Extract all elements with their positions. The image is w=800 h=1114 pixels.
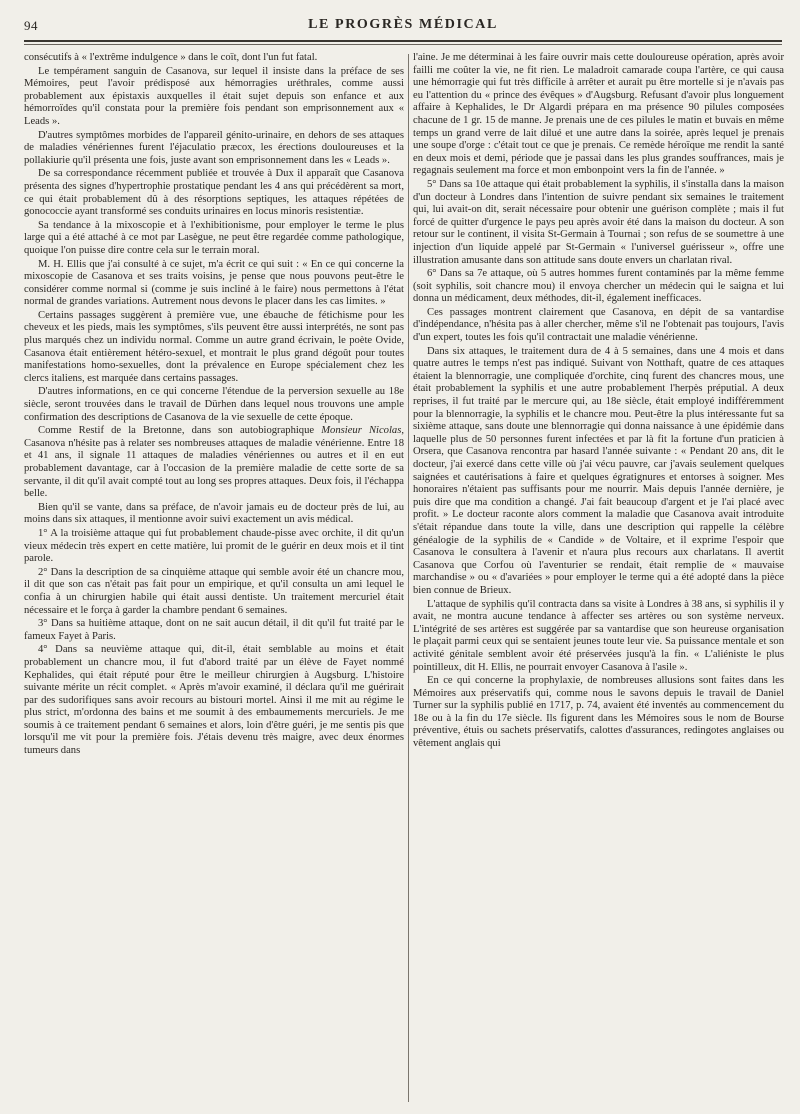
paragraph: M. H. Ellis que j'ai consulté à ce sujet, m'a écrit ce qui suit : « En ce qui concerne la mixoscopie de Casanova et ses traits voisins, je pense que nous pouvons peut-être le considérer comme normal si (comme je suis incliné à le faire) nous permettons à l'état normal de grandes variations. Autrement nous devons le placer dans les cas limites. »: [24, 258, 404, 308]
paragraph: l'aine. Je me déterminai à les faire ouvrir mais cette douloureuse opération, après avoir failli me coûter la vie, ne fit rien. Le maladroit camarade coupa l'artère, ce qui causa une hémorragie qui fut très difficile à arrêter et aurait pu être mortelle si je n'avais pas eu l'attention du « prince des évêques » d'Augsburg. Refusant d'avoir plus longuement affaire à Kephalides, le Dr Algardi prépara en ma présence 90 pilules composées chacune de 1 gr. 15 de manne. Je prenais une de ces pilules le matin et buvais en même temps un grand verre de lait dilué et une autre dans la soirée, après lequel je prenais une soupe d'orge : c'était tout ce que je prenais. Ce remède héroïque me rendit la santé en deux mois et demi, période que je passai dans les plus grandes souffrances, mais je regagnais seulement ma force et mon embonpoint vers la fin de l'année. »: [413, 52, 784, 177]
paragraph: En ce qui concerne la prophylaxie, de nombreuses allusions sont faites dans les Mémoires aux préservatifs qui, comme nous le savons depuis le travail de Daniel Turner sur la syphilis publié en 1717, p. 74, avaient été inventés au commencement du 18e ou à la fin du 17e siècle. Ils figurent dans les Mémoires sous le nom de Bourse préventive, étuis ou sachets préservatifs, calottes d'assurances, redingotes anglaises ou vêtement anglais qui: [413, 675, 784, 750]
running-title: LE PROGRÈS MÉDICAL: [308, 17, 498, 32]
paragraph-with-italic-title: Comme Restif de la Bretonne, dans son autobiographique Monsieur Nicolas, Casanova n'hésite pas à relater ses nombreuses attaques de maladie vénérienne. Entre 18 et 41 ans, il signale 11 attaques de maladies vénériennes ou autres et il en eut probablement davantage, car à l'occasion de la première maladie de cette sorte de sa servante, il dit qu'il avait compté tout au long ses propres attaques. Deux fois, il l'échappa belle.: [24, 425, 404, 500]
paragraph: L'attaque de syphilis qu'il contracta dans sa visite à Londres à 38 ans, si syphilis il y avait, ne montra aucune tendance à affecter ses artères ou son système nerveux. L'intégrité de ses artères est suggérée par sa vantardise que son heureuse organisation le plaçait parmi ceux qui se sentaient jeunes toute leur vie. Sa puissance mentale et son activité génitale semblent avoir été préservées jusqu'à la fin. « L'aliéniste le plus pointilleux, dit H. Ellis, ne pourrait envoyer Casanova à l'asile ».: [413, 598, 784, 673]
column-divider: [408, 54, 409, 1102]
paragraph: Ces passages montrent clairement que Casanova, en dépit de sa vantardise d'indépendance, n'hésita pas à aller chercher, même s'il ne l'obtenait pas toujours, l'avis d'un expert, toutes les fois qu'il contractait une maladie vénérienne.: [413, 306, 784, 344]
page-number: 94: [24, 18, 38, 33]
paragraph: Le tempérament sanguin de Casanova, sur lequel il insiste dans la préface de ses Mémoires, peut l'avoir prédisposé aux hémorragies uréthrales, comme aussi probablement aux épistaxis auxquelles il était sujet depuis son enfance et aux hémorroïdes qu'il constata pour la première fois pendant son emprisonnement aux « Leads ».: [24, 65, 404, 127]
paragraph: 6° Dans sa 7e attaque, où 5 autres hommes furent contaminés par la même femme (soit syphilis, soit chancre mou) il envoya chercher un médecin qui le saigna et lui donna un médicament, deux méthodes, dit-il, également inefficaces.: [413, 268, 784, 305]
paragraph: 5° Dans sa 10e attaque qui était probablement la syphilis, il s'installa dans la maison d'un docteur à Londres dans l'intention de suivre pendant six semaines le traitement qui, lui avait-on dit, serait nécessaire pour obtenir une guérison complète ; mais il fut forcé de quitter d'urgence le pays peu après avoir été dans la maison du docteur. A son retour sur le continent, il visita St-Germain à Tournai ; son refus de se soumettre à une injection d'un liquide appelé par St-Germain « l'universel guérisseur », offre une illustration amusante dans son attitude sans doute envers un charlatan rival.: [413, 178, 784, 266]
paragraph: Sa tendance à la mixoscopie et à l'exhibitionisme, pour employer le terme le plus large qui a été attaché à ce mot par Lasègue, ne peut être regardée comme pathologique, quoique l'on puisse dire contre cela sur le terrain moral.: [24, 219, 404, 256]
book-title: Monsieur Nicolas: [321, 425, 402, 437]
page-header: [24, 14, 782, 42]
paragraph: consécutifs à « l'extrême indulgence » dans le coït, dont l'un fut fatal.: [24, 52, 318, 63]
paragraph: 3° Dans sa huitième attaque, dont on ne sait aucun détail, il dit qu'il fut traité par le fameux Fayet à Paris.: [24, 618, 404, 642]
paragraph: Dans six attaques, le traitement dura de 4 à 5 semaines, dans une 4 mois et dans quatre autres le temps n'est pas indiqué. Suivant von Notthaft, quatre de ces attaques étaient la blennorragie, une compliquée d'orchite, cinq furent des chancres mous, une était probablement la syphilis et une autre probablement l'herpès préputial. A deux reprises, il fut traité par le mercure qui, au 18e siècle, était employé indifféremment pour la blennorragie, la syphilis et le chancre mou. Peut-être la plus intéressante fut sa sixième attaque, sans doute une blennorragie qui donna naissance à une épidémie dans laquelle plus de 50 personnes furent infectées et par là fit la fortune d'un praticien à Orsera, que Casanova rencontra par hasard l'année suivante : « Pendant 20 ans, dit le docteur, j'ai exercé dans cette ville où j'ai vécu pauvre, car j'avais seulement quelques saignées et cautérisations à faire et quelques égratignures et entorses à soigner. Mes honoraires n'étaient pas suffisants pour me nourrir. Mais depuis l'année dernière, je puis dire que ma condition a changé. J'ai fait beaucoup d'argent et je l'ai placé avec profit. » Le docteur raconte alors comment la maladie que Casanova avait introduite s'était répandue dans toute la ville, dans une description qui rappelle la célèbre généalogie de la syphilis de « Candide » de Voltaire, et il exprime l'espoir que Casanova le consultera à l'avenir et n'aura plus recours aux charlatans. Il avertit Casanova que Corfou où l'aventurier se rendait, était remplie de « mauvaise marchandise » ou « d'avariées » pour employer le terme qui a été adopté dans la pièce bien connue de Brieux.: [413, 345, 784, 596]
left-column: [24, 52, 404, 1102]
paragraph: 4° Dans sa neuvième attaque qui, dit-il, était semblable au moins et était probablement un chancre mou, il fut d'abord traité par un élève de Fayet nommé Kephalides, qui était réputé pour être le meilleur chirurgien à Augsburg. L'histoire suivante mérite un récit complet. « Après m'avoir examiné, il déclara qu'il me guérirait par des sudorifiques sans avoir recours au bistouri mortel. Ainsi il me mit au régime le plus strict, m'ordonna des bains et me soumit à des embaumements mercuriels. Je me soumis à ce traitement pendant 6 semaines et alors, loin d'être guéri, je me sentis pis que lorsqu'il me vit pour la première fois. J'étais devenu très maigre, avec deux énormes tumeurs dans: [24, 644, 404, 757]
paragraph: 2° Dans la description de sa cinquième attaque qui semble avoir été un chancre mou, il dit que son cas n'était pas fait pour un empirique, et qu'il consulta un ami lequel le confia à un chirurgien habile qui était aussi dentiste. Un traitement mercuriel était nécessaire et le força à garder la chambre pendant 6 semaines.: [24, 566, 404, 616]
text-columns: [24, 52, 782, 1102]
paragraph: Certains passages suggèrent à première vue, une ébauche de fétichisme pour les cheveux et les pieds, mais les symptômes, s'ils peuvent être aussi interprétés, ne sont pas plus marqués chez un individu normal. Comme un autre grand écrivain, le poète Ovide, Casanova était entièrement hétéro-sexuel, et montrait le plus grand dégoût pour toutes manifestations homo-sexuelles, dont la prévalence en Europe spécialement chez les clercs italiens, est marquée dans certains passages.: [24, 309, 404, 384]
paragraph: 1° A la troisième attaque qui fut probablement chaude-pisse avec orchite, il dit qu'un vieux médecin très expert en cette matière, lui promit de le guérir en deux mois et il tint parole.: [24, 527, 404, 565]
paragraph: Bien qu'il se vante, dans sa préface, de n'avoir jamais eu de docteur près de lui, au moins dans six attaques, il mentionne avoir suivi exactement un avis médical.: [24, 501, 404, 526]
paragraph: De sa correspondance récemment publiée et trouvée à Dux il apparaît que Casanova présenta des signes d'hypertrophie prostatique pendant les 4 ans qui précédèrent sa mort, ce qui était probablement dû à des résorptions septiques, les attaques répétées de gonococcie ayant transformé ses conduits urinaires en locus minoris resistentiæ.: [24, 168, 404, 218]
paragraph: D'autres informations, en ce qui concerne l'étendue de la perversion sexuelle au 18e siècle, seront trouvées dans le travail de Dürhen dans lequel nous trouvons une ample confirmation des descriptions de Casanova de la vie sexuelle de cette époque.: [24, 386, 404, 423]
right-column: [413, 52, 784, 1102]
paragraph: D'autres symptômes morbides de l'appareil génito-urinaire, en dehors de ses attaques de maladies vénériennes furent l'éjaculatio præcox, les érections douloureuses et la pollakiurie qu'il présenta une fois, juste avant son emprisonnement dans les « Leads ».: [24, 129, 404, 166]
